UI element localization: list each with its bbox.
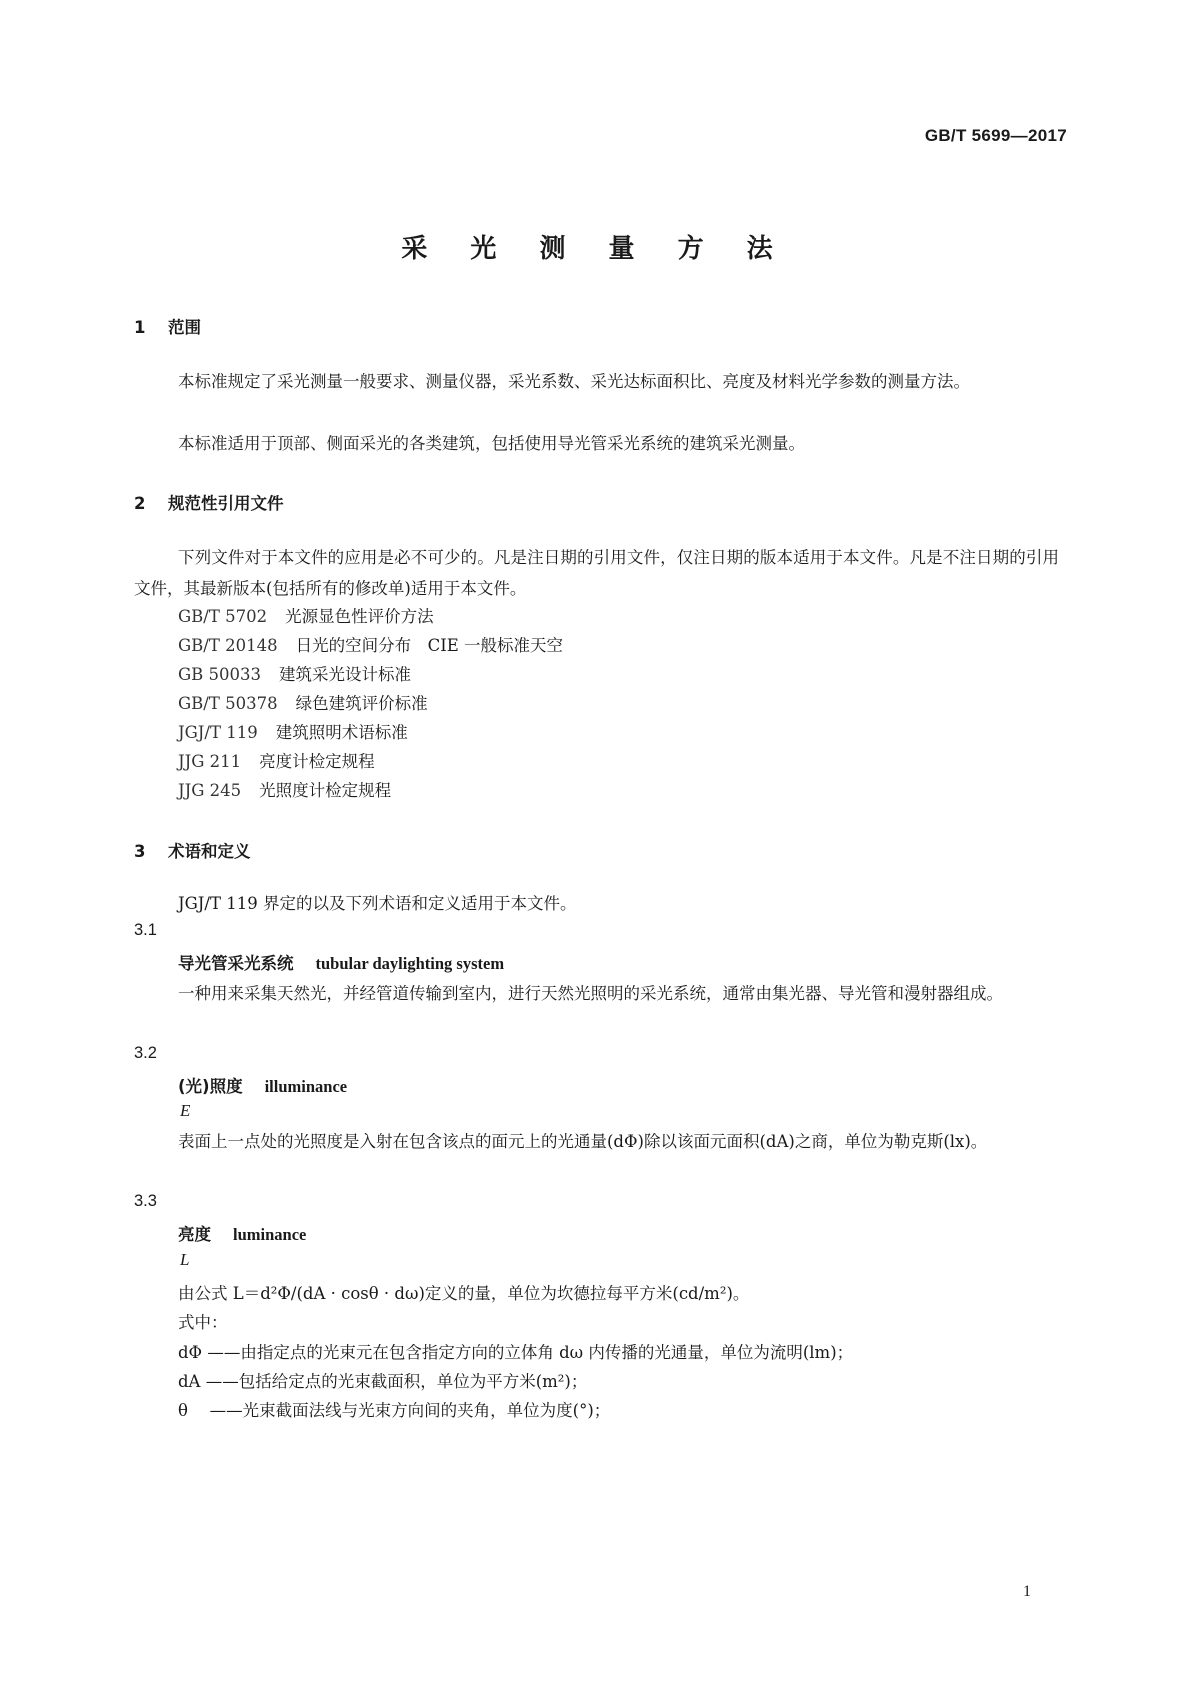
reference-item: [178, 777, 391, 801]
reference-item: [178, 719, 408, 743]
paragraph: 下列文件对于本文件的应用是必不可少的。凡是注日期的引用文件，仅注日期的版本适用于本文件。凡是不注日期的引用文件，其最新版本(包括所有的修改单)适用于本文件。: [134, 548, 1059, 598]
reference-title: 日光的空间分布 CIE 一般标准天空: [295, 636, 564, 655]
reference-item: [178, 690, 428, 714]
page-number: 1: [1023, 1583, 1031, 1600]
reference-title: 建筑照明术语标准: [275, 723, 408, 742]
term-number: 3.1: [134, 921, 157, 939]
reference-code: GB/T 20148: [178, 636, 278, 655]
reference-title: 光源显色性评价方法: [285, 607, 434, 626]
reference-title: 亮度计检定规程: [259, 752, 375, 771]
term-zh: (光)照度: [178, 1077, 243, 1096]
reference-code: JGJ/T 119: [178, 723, 258, 742]
standard-number: GB/T 5699—2017: [924, 126, 1067, 145]
section-number: 3: [134, 842, 146, 861]
term-definition: 表面上一点处的光照度是入射在包含该点的面元上的光通量(dΦ)除以该面元面积(dA)之商，单位为勒克斯(lx)。: [178, 1132, 988, 1151]
term-number: 3.2: [134, 1044, 157, 1062]
reference-code: JJG 211: [178, 752, 242, 771]
section-heading-normative-references: [134, 490, 284, 514]
term-en: illuminance: [264, 1077, 348, 1096]
where-item: θ ——光束截面法线与光束方向间的夹角，单位为度(°)；: [178, 1401, 611, 1420]
section-number: 1: [134, 318, 146, 337]
term-zh: 亮度: [178, 1225, 211, 1244]
reference-code: GB 50033: [178, 665, 262, 684]
section-heading-terms: [134, 838, 251, 862]
section-title: 规范性引用文件: [168, 494, 284, 513]
section-title: 范围: [168, 318, 201, 337]
term-title: [178, 950, 504, 974]
reference-title: 绿色建筑评价标准: [295, 694, 428, 713]
reference-title: 光照度计检定规程: [259, 781, 392, 800]
term-definition: 一种用来采集天然光，并经管道传输到室内，进行天然光照明的采光系统，通常由集光器、导光管和漫射器组成。: [178, 984, 1003, 1003]
reference-item: [178, 661, 411, 685]
where-item: dΦ ——由指定点的光束元在包含指定方向的立体角 dω 内传播的光通量，单位为流明(lm)；: [178, 1343, 854, 1362]
section-number: 2: [134, 494, 146, 513]
term-number: 3.3: [134, 1192, 157, 1210]
reference-item: [178, 748, 375, 772]
reference-title: 建筑采光设计标准: [279, 665, 412, 684]
paragraph: 本标准规定了采光测量一般要求、测量仪器，采光系数、采光达标面积比、亮度及材料光学参数的测量方法。: [178, 372, 970, 391]
section-heading-scope: [134, 314, 201, 338]
reference-item: [178, 632, 563, 656]
term-zh: 导光管采光系统: [178, 954, 294, 973]
section-title: 术语和定义: [168, 842, 251, 861]
term-title: [178, 1221, 306, 1245]
where-label: 式中：: [178, 1313, 228, 1332]
term-en: luminance: [233, 1225, 307, 1244]
terms-intro: JGJ/T 119 界定的以及下列术语和定义适用于本文件。: [178, 894, 577, 913]
document-title: 采 光 测 量 方 法: [401, 234, 790, 264]
term-title: [178, 1073, 347, 1097]
term-symbol: E: [180, 1101, 191, 1120]
reference-item: [178, 603, 434, 627]
where-item: dA ——包括给定点的光束截面积，单位为平方米(m²)；: [178, 1372, 588, 1391]
term-symbol: L: [180, 1250, 190, 1269]
paragraph: 本标准适用于顶部、侧面采光的各类建筑，包括使用导光管采光系统的建筑采光测量。: [178, 434, 805, 453]
reference-code: GB/T 50378: [178, 694, 278, 713]
term-en: tubular daylighting system: [315, 954, 505, 973]
reference-code: GB/T 5702: [178, 607, 268, 626]
reference-code: JJG 245: [178, 781, 242, 800]
term-definition: 由公式 L＝d²Φ/(dA · cosθ · dω)定义的量，单位为坎德拉每平方米(cd/m²)。: [178, 1284, 750, 1303]
